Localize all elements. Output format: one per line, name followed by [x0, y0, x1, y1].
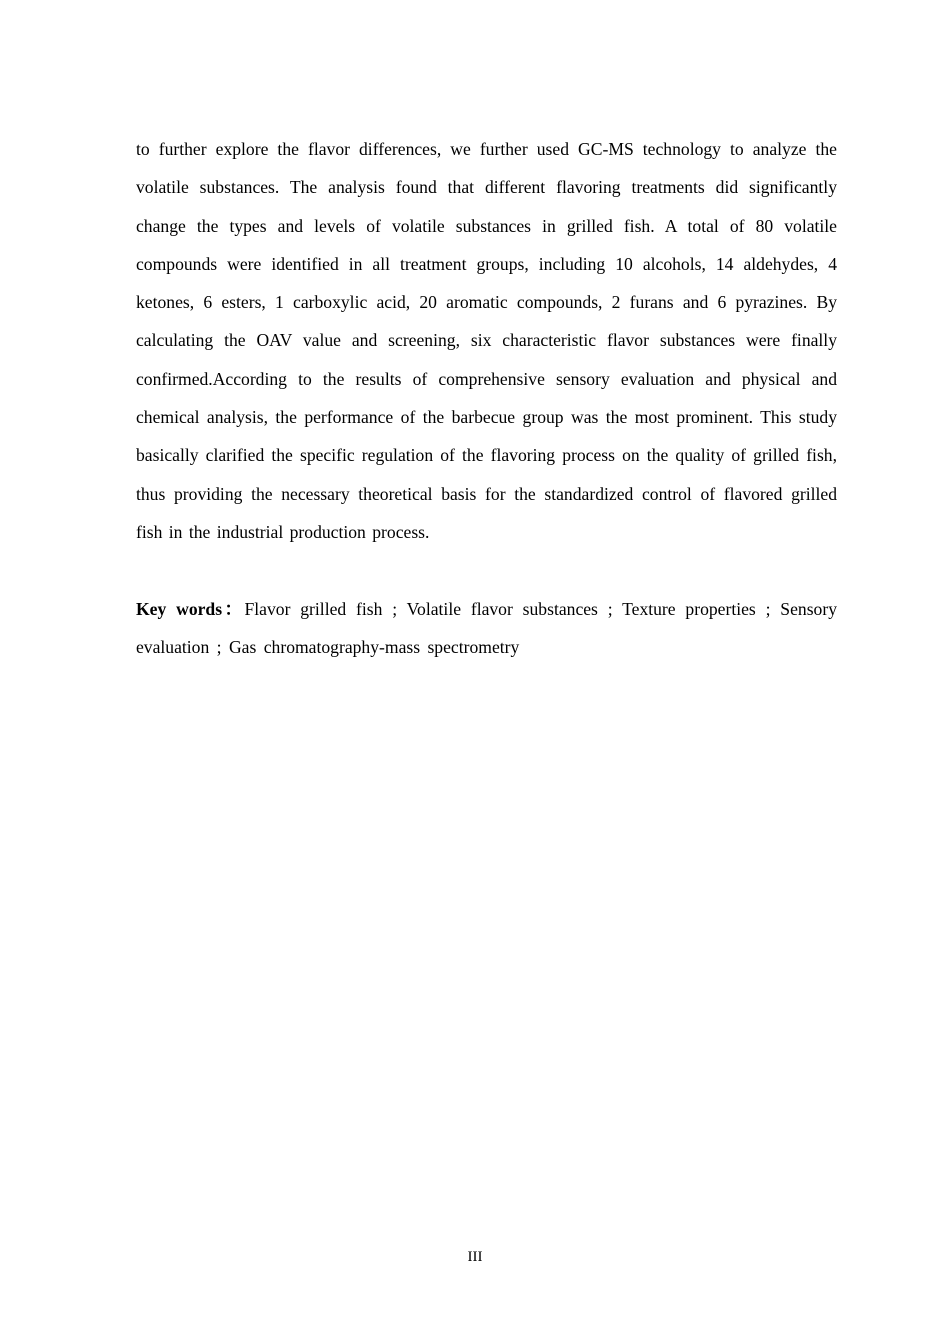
keywords-label: Key words： [136, 599, 245, 619]
page-number: III [467, 1249, 483, 1265]
abstract-paragraph: to further explore the flavor differences, we further used GC-MS technology to analyze the volatile substances. The analysis found that different flavoring treatments did significantly change the types and levels of volatile substances in grilled fish. A total of 80 volatile compounds were identified in all treatment groups, including 10 alcohols, 14 aldehydes, 4 ketones, 6 esters, 1 carboxylic acid, 20 aromatic compounds, 2 furans and 6 pyrazines. By calculating the OAV value and screening, six characteristic flavor substances were finally confirmed.According to the results of comprehensive sensory evaluation and physical and chemical analysis, the performance of the barbecue group was the most prominent. This study basically clarified the specific regulation of the flavoring process on the quality of grilled fish, thus providing the necessary theoretical basis for the standardized control of flavored grilled fish in the industrial production process. [136, 139, 837, 542]
keywords-text: Flavor grilled fish ; Volatile flavor substances ; Texture properties ; Sensory evaluation ; Gas chromatography-mass spectrometry [136, 599, 837, 658]
keywords-line [136, 590, 837, 667]
